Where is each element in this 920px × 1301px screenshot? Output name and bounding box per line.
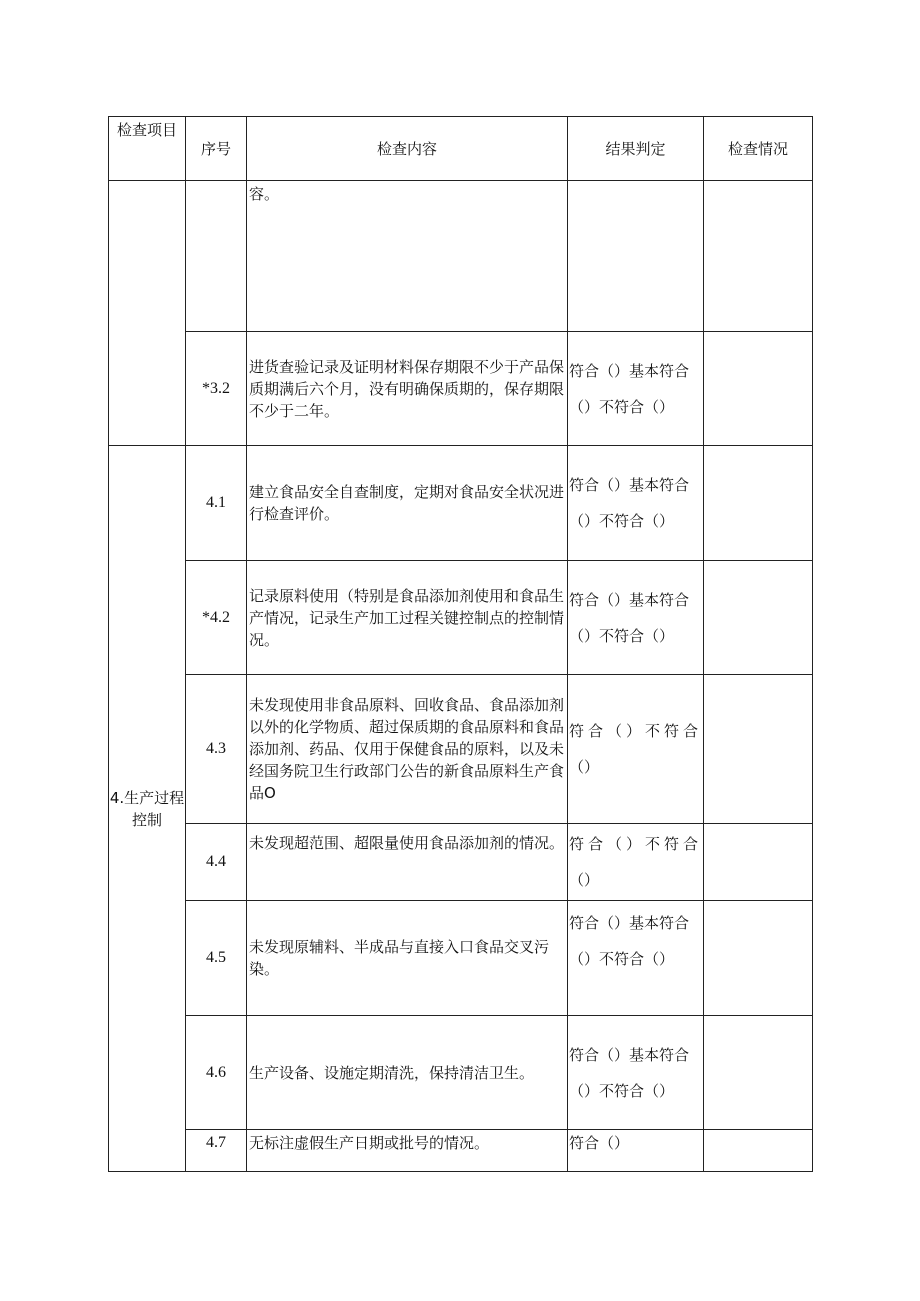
row-seq: *3.2: [186, 332, 247, 446]
table-row: [109, 332, 813, 446]
row-result: [568, 1130, 704, 1172]
result-line-1: 符合（）不符合: [569, 835, 703, 853]
row-content: 进货查验记录及证明材料保存期限不少于产品保质期满后六个月，没有明确保质期的，保存期限不少于二年。: [247, 332, 568, 446]
row-seq: 4.5: [186, 901, 247, 1016]
row-result: [568, 446, 704, 561]
row-content: 未发现使用非食品原料、回收食品、食品添加剂以外的化学物质、超过保质期的食品原料和食品添加剂、药品、仅用于保健食品的原料，以及未经国务院卫生行政部门公告的新食品原料生产食品O: [247, 675, 568, 824]
row-situation[interactable]: [704, 901, 813, 1016]
result-line-1: 符合（）: [569, 1134, 630, 1152]
result-line-1: 符合（）基本符合: [569, 590, 690, 609]
result-line-1: 符合（）基本符合: [569, 914, 690, 932]
row-seq: 4.7: [186, 1130, 247, 1172]
category-cell-4: 4.生产过程控制: [109, 446, 186, 1172]
table-row: [109, 181, 813, 332]
table-row: [109, 561, 813, 675]
result-line-2: （）不符合（）: [569, 512, 675, 530]
row-content: 记录原料使用（特别是食品添加剂使用和食品生产情况，记录生产加工过程关键控制点的控制情况。: [247, 561, 568, 675]
inspection-sheet: [108, 116, 813, 1172]
result-line-2: （）不符合（）: [569, 950, 675, 968]
row-situation[interactable]: [704, 824, 813, 901]
row-seq: 4.6: [186, 1016, 247, 1130]
row-seq: 4.1: [186, 446, 247, 561]
row-content: 未发现原辅料、半成品与直接入口食品交叉污染。: [247, 901, 568, 1016]
row-content: 容。: [247, 181, 568, 332]
table-row: [109, 1016, 813, 1130]
row-result: [568, 1016, 704, 1130]
row-seq: *4.2: [186, 561, 247, 675]
result-line-2: （）: [569, 871, 600, 889]
inspection-table: [108, 116, 813, 1172]
row-situation[interactable]: [704, 1016, 813, 1130]
result-line-2: （）不符合（）: [569, 1081, 675, 1100]
row-content: 无标注虚假生产日期或批号的情况。: [247, 1130, 568, 1172]
row-content: 建立食品安全自查制度，定期对食品安全状况进行检查评价。: [247, 446, 568, 561]
table-row: [109, 446, 813, 561]
result-line-1: 符合（）基本符合: [569, 476, 690, 494]
table-row: [109, 901, 813, 1016]
table-row: [109, 824, 813, 901]
result-line-1: 符合（）基本符合: [569, 361, 690, 380]
row-result: [568, 824, 704, 901]
row-seq: 4.3: [186, 675, 247, 824]
row-seq: 4.4: [186, 824, 247, 901]
header-item: 检查项目: [109, 117, 186, 181]
result-line-1: 符合（）基本符合: [569, 1045, 690, 1064]
result-line-2: （）: [569, 758, 600, 776]
row-result: [568, 675, 704, 824]
row-situation[interactable]: [704, 181, 813, 332]
row-seq: [186, 181, 247, 332]
row-situation[interactable]: [704, 561, 813, 675]
row-situation[interactable]: [704, 446, 813, 561]
header-seq: 序号: [186, 117, 247, 181]
table-row: [109, 1130, 813, 1172]
header-situation: 检查情况: [704, 117, 813, 181]
result-line-2: （）不符合（）: [569, 626, 675, 645]
header-row: [109, 117, 813, 181]
result-line-1: 符合（）不符合: [569, 722, 703, 740]
row-situation[interactable]: [704, 332, 813, 446]
row-content: 生产设备、设施定期清洗，保持清洁卫生。: [247, 1016, 568, 1130]
row-situation[interactable]: [704, 1130, 813, 1172]
table-row: [109, 675, 813, 824]
row-result: [568, 181, 704, 332]
row-result: [568, 332, 704, 446]
result-line-2: （）不符合（）: [569, 397, 675, 416]
row-situation[interactable]: [704, 675, 813, 824]
row-content: 未发现超范围、超限量使用食品添加剂的情况。: [247, 824, 568, 901]
header-content: 检查内容: [247, 117, 568, 181]
category-cell-3: [109, 181, 186, 446]
row-result: [568, 561, 704, 675]
row-result: [568, 901, 704, 1016]
header-result: 结果判定: [568, 117, 704, 181]
